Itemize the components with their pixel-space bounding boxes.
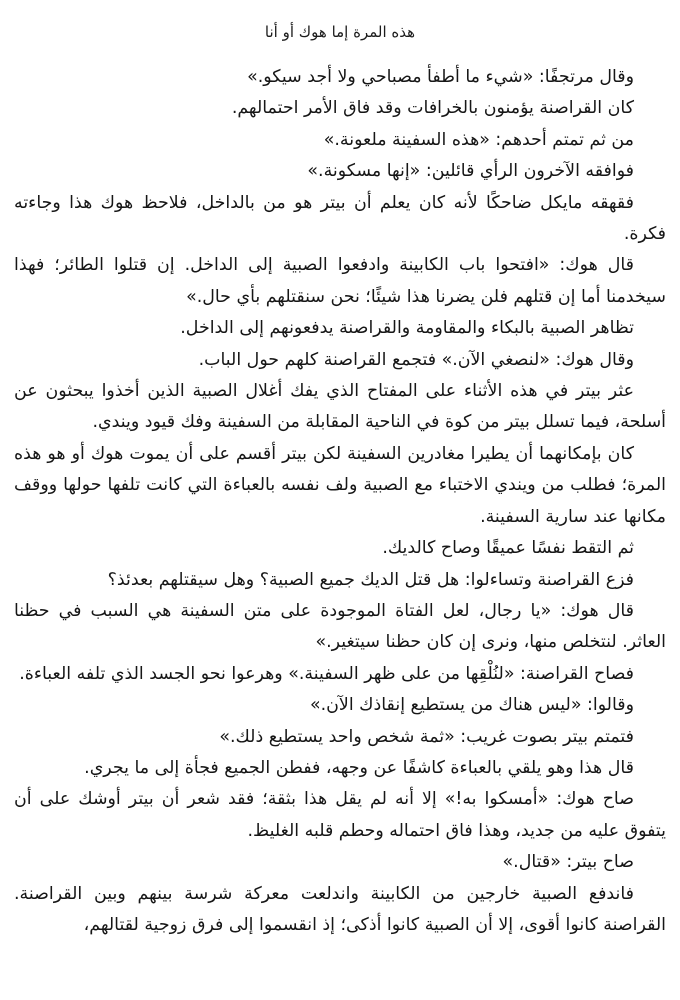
paragraph: فزع القراصنة وتساءلوا: هل قتل الديك جميع الصبية؟ وهل سيقتلهم بعدئذ؟ [107, 569, 634, 590]
paragraph: فتمتم بيتر بصوت غريب: «ثمة شخص واحد يستطيع ذلك.» [219, 726, 634, 747]
paragraph: تظاهر الصبية بالبكاء والمقاومة والقراصنة يدفعونهم إلى الداخل. [180, 318, 634, 339]
paragraph: كان بإمكانهما أن يطيرا مغادرين السفينة لكن بيتر أقسم على أن يموت هوك أو هو هذه المرة؛ فطلب من ويندي الاختباء مع الصبية ولف نفسه بالعباءة التي كانت تلفها حولها ووقف مكانها عند سارية السفينة. [14, 443, 666, 527]
paragraph: فاندفع الصبية خارجين من الكابينة واندلعت معركة شرسة بينهم وبين القراصنة. القراصنة كانوا أقوى، إلا أن الصبية كانوا أذكى؛ إذ انقسموا إلى فرق زوجية لقتالهم، [14, 883, 666, 935]
paragraph: فصاح القراصنة: «لنُلْقِها من على ظهر السفينة.» وهرعوا نحو الجسد الذي تلفه العباءة. [19, 663, 634, 684]
paragraph: ثم التقط نفسًا عميقًا وصاح كالديك. [382, 538, 634, 559]
paragraph: فقهقه مايكل ضاحكًا لأنه كان يعلم أن بيتر هو من بالداخل، فلاحظ هوك هذا وجاءته فكرة. [14, 192, 666, 245]
running-header: هذه المرة إما هوك أو أنا [264, 23, 416, 41]
paragraph: صاح هوك: «أمسكوا به!» إلا أنه لم يقل هذا بثقة؛ فقد شعر أن بيتر أوشك على أن يتفوق عليه من جديد، وهذا فاق احتماله وحطم قلبه الغليظ. [14, 789, 666, 841]
paragraph: وقالوا: «ليس هناك من يستطيع إنقاذك الآن.» [309, 695, 634, 716]
paragraph: كان القراصنة يؤمنون بالخرافات وقد فاق الأمر احتمالهم. [231, 98, 634, 119]
paragraph: صاح بيتر: «قتال.» [502, 852, 634, 873]
chapter-body [14, 62, 666, 941]
paragraph: من ثم تمتم أحدهم: «هذه السفينة ملعونة.» [323, 129, 634, 150]
paragraph: عثر بيتر في هذه الأثناء على المفتاح الذي يفك أغلال الصبية الذين أخذوا يبحثون عن أسلحة، فيما تسلل بيتر من كوة في الناحية المقابلة من السفينة وفك قيود ويندي. [14, 381, 666, 433]
paragraph: فوافقه الآخرون الرأي قائلين: «إنها مسكونة.» [307, 161, 634, 182]
paragraph: قال هوك: «يا رجال، لعل الفتاة الموجودة على متن السفينة هي السبب في حظنا العاثر. لنتخلص منها، ونرى إن كان حظنا سيتغير.» [14, 600, 666, 653]
paragraph: قال هذا وهو يلقي بالعباءة كاشفًا عن وجهه، ففطن الجميع فجأة إلى ما يجري. [84, 757, 634, 778]
paragraph: وقال مرتجفًا: «شيء ما أطفأ مصباحي ولا أجد سيكو.» [247, 67, 634, 87]
paragraph: قال هوك: «افتحوا باب الكابينة وادفعوا الصبية إلى الداخل. إن قتلوا الطائر؛ فهذا سيخدمنا أما إن قتلهم فلن يضرنا هذا شيئًا؛ نحن سنقتلهم بأي حال.» [14, 255, 666, 307]
paragraph: وقال هوك: «لنصغي الآن.» فتجمع القراصنة كلهم حول الباب. [198, 349, 634, 370]
